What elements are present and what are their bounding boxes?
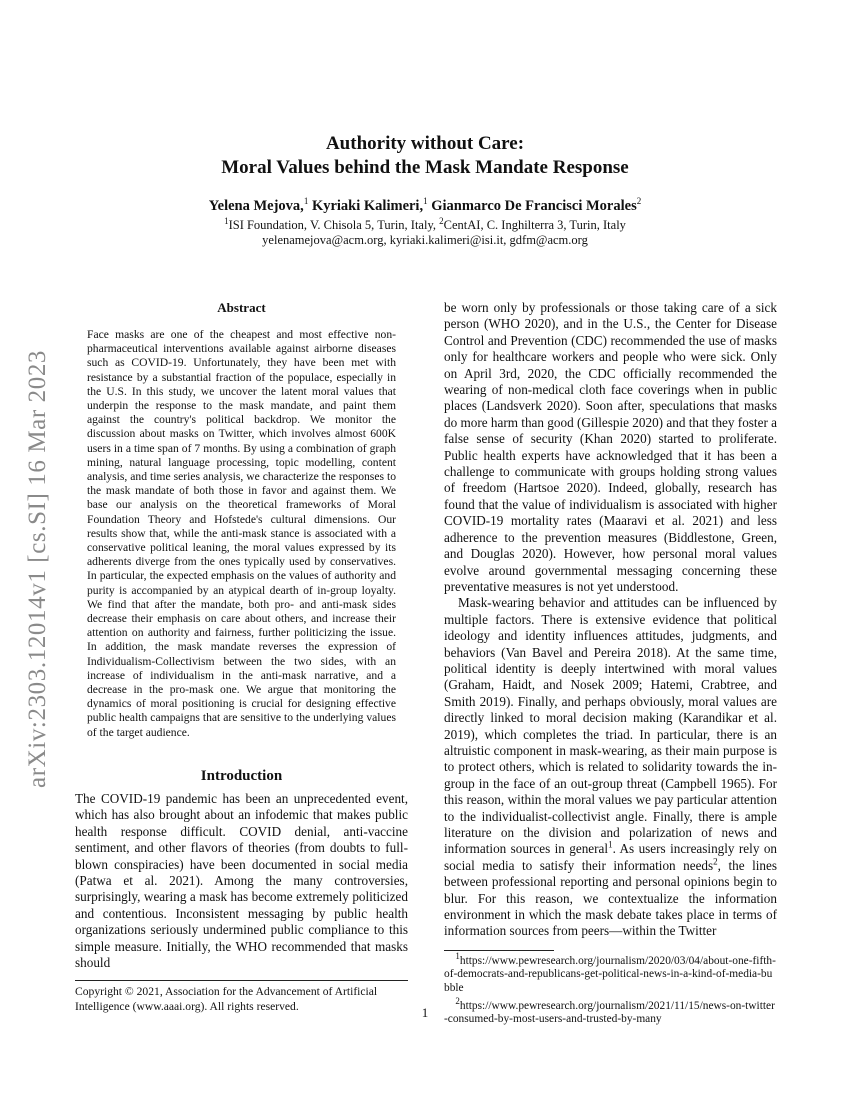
body-paragraph: be worn only by professionals or those taking care of a sick person (WHO 2020), and in the U.S., the Center for Disease Control and Prevention (CDC) recommended the use of masks only for healthcare workers and people who were sick. Only on April 3rd, 2020, the CDC officially recommended the wearing of non-medical cloth face coverings when in public places (Landsverk 2020). Soon after, speculations that masks do more harm than good (Gillespie 2020) and that they foster a false sense of security (Khan 2020) started to proliferate. Public health experts have acknowledged that it has been a challenge to communicate with groups holding strong values of freedom (Hartsoe 2020). Indeed, globally, research has found that the value of individualism is associated with higher COVID-19 mortality rates (Maaravi et al. 2021) and less adherence to the prevention measures (Biddlestone, Green, and Douglas 2020). However, how personal moral values evolve around governmental messaging concerning these preventative measures is not yet understood. — [444, 300, 777, 594]
footnote-ref: 1 — [608, 840, 613, 851]
footnote-mark: 1 — [455, 951, 460, 962]
introduction-heading: Introduction — [200, 767, 283, 784]
author-list — [0, 198, 850, 215]
arxiv-identifier-stamp — [20, 298, 56, 788]
author-name: Yelena Mejova, — [208, 198, 304, 214]
body-text-segment: , the lines between professional reporting and personal opinions begin to blur. For this reason, we contextualize the information environment in which the mask debate takes place in terms of information sources from peers—within the Twitter — [444, 857, 777, 939]
footnote-divider — [444, 950, 554, 951]
page-number: 1 — [421, 1005, 429, 1020]
affiliation-1: ISI Foundation, V. Chisola 5, Turin, Italy, — [228, 218, 440, 232]
introduction-paragraph: The COVID-19 pandemic has been an unprecedented event, which has also brought about an infodemic that makes public health response difficult. COVID denial, anti-vaccine sentiment, and other flavors of theories (from doubts to full-blown conspiracies) have been documented in social media (Patwa et al. 2021). Among the many controversies, surprisingly, wearing a mask has become extremely politicized and contentious. Inconsistent messaging by public health organizations seriously undermined public compliance to this simple measure. Initially, the WHO recommended that masks should — [75, 790, 408, 970]
body-text-segment: . As users increasingly rely on social media to satisfy their information needs — [444, 841, 778, 873]
footnote-url[interactable]: https://www.pewresearch.org/journalism/2020/03/04/about-one-fifth-of-democrats-and-republicans-get-political-news-in-a-kind-of-media-bubble — [444, 954, 776, 995]
right-column — [444, 300, 777, 1027]
author-affil-mark: 1 — [423, 196, 428, 207]
affil-mark: 2 — [439, 215, 444, 226]
abstract-text: Face masks are one of the cheapest and most effective non-pharmaceutical interventions available against airborne diseases such as COVID-19. Unfortunately, they have been met with resistance by a substantial fraction of the populace, especially in the U.S. In this study, we uncover the latent moral values that underpin the response to the mask mandate, and paint them against the country's political backdrop. We monitor the discussion about masks on Twitter, which involves almost 600K users in a time span of 7 months. By using a combination of graph mining, natural language processing, topic modelling, content analysis, and time series analysis, we characterize the responses to the mask mandate of both those in favor and against them. We base our analysis on the theoretical frameworks of Moral Foundation Theory and Hofstede's cultural dimensions. Our results show that, while the anti-mask stance is associated with a conservative political leaning, the moral values expressed by its adherents diverge from the ones typically used by conservatives. In particular, the expected emphasis on the values of authority and purity is accompanied by an atypical dearth of in-group loyalty. We find that after the mandate, both pro- and anti-mask sides decrease their emphasis on care about others, and increase their attention on authority and fairness, further politicizing the issue. In addition, the mask mandate reverses the expression of Individualism-Collectivism between the two sides, with an increase of individualism in the anti-mask narrative, and a decrease in the pro-mask one. We argue that monitoring the dynamics of moral positioning is crucial for designing effective public health campaigns that are sensitive to the underlying values of the target audience. — [87, 328, 396, 739]
author-affil-mark: 2 — [636, 196, 642, 207]
footnote — [444, 951, 777, 996]
copyright-notice: Copyright © 2021, Association for the Advancement of Artificial Intelligence (www.aaai.org). All rights reserved. — [75, 985, 378, 1013]
author-name: Gianmarco De Francisci Morales — [431, 198, 637, 214]
affil-mark: 1 — [224, 215, 229, 226]
affiliation-2: CentAI, C. Inghilterra 3, Turin, Italy — [443, 218, 626, 232]
body-text-segment: Mask-wearing behavior and attitudes can be influenced by multiple factors. There is extensive evidence that political ideology and identity influences attitudes, judgments, and behaviors (Van Bavel and Pereira 2018). At the same time, political identity is deeply intertwined with moral values (Graham, Haidt, and Nosek 2009; Hatemi, Crabtree, and Smith 2019). Finally, and perhaps obviously, moral values are directly linked to moral decision making (Karandikar et al. 2019), which completes the triad. In particular, there is an altruistic component in mask-wearing, as their main purpose is to protect others, which is related to solidarity towards the in-group in the face of an out-group threat (Campbell 1965). For this reason, within the moral values we pay particular attention to the individualist-collectivist angle. Finally, there is ample literature on the division and polarization of news and information sources in general — [444, 595, 777, 857]
paper-header — [0, 132, 850, 248]
copyright-divider — [75, 980, 408, 981]
left-column — [75, 300, 408, 1014]
author-affil-mark: 1 — [303, 196, 309, 207]
body-paragraph — [444, 595, 777, 940]
title-line-1: Authority without Care: — [325, 133, 525, 154]
arxiv-identifier-text: arXiv:2303.12014v1 [cs.SI] 16 Mar 2023 — [24, 349, 51, 788]
footnote-ref: 2 — [713, 856, 718, 867]
footnote-mark: 2 — [455, 995, 460, 1006]
footnote-url[interactable]: https://www.pewresearch.org/journalism/2021/11/15/news-on-twitter-consumed-by-most-users-and-trusted-by-many — [444, 999, 775, 1026]
affiliations — [0, 215, 850, 248]
paper-title — [0, 132, 850, 180]
author-emails: yelenamejova@acm.org, kyriaki.kalimeri@isi.it, gdfm@acm.org — [262, 233, 588, 247]
title-line-2: Moral Values behind the Mask Mandate Response — [221, 157, 629, 178]
abstract-heading: Abstract — [217, 300, 266, 315]
author-name: Kyriaki Kalimeri, — [311, 198, 424, 214]
